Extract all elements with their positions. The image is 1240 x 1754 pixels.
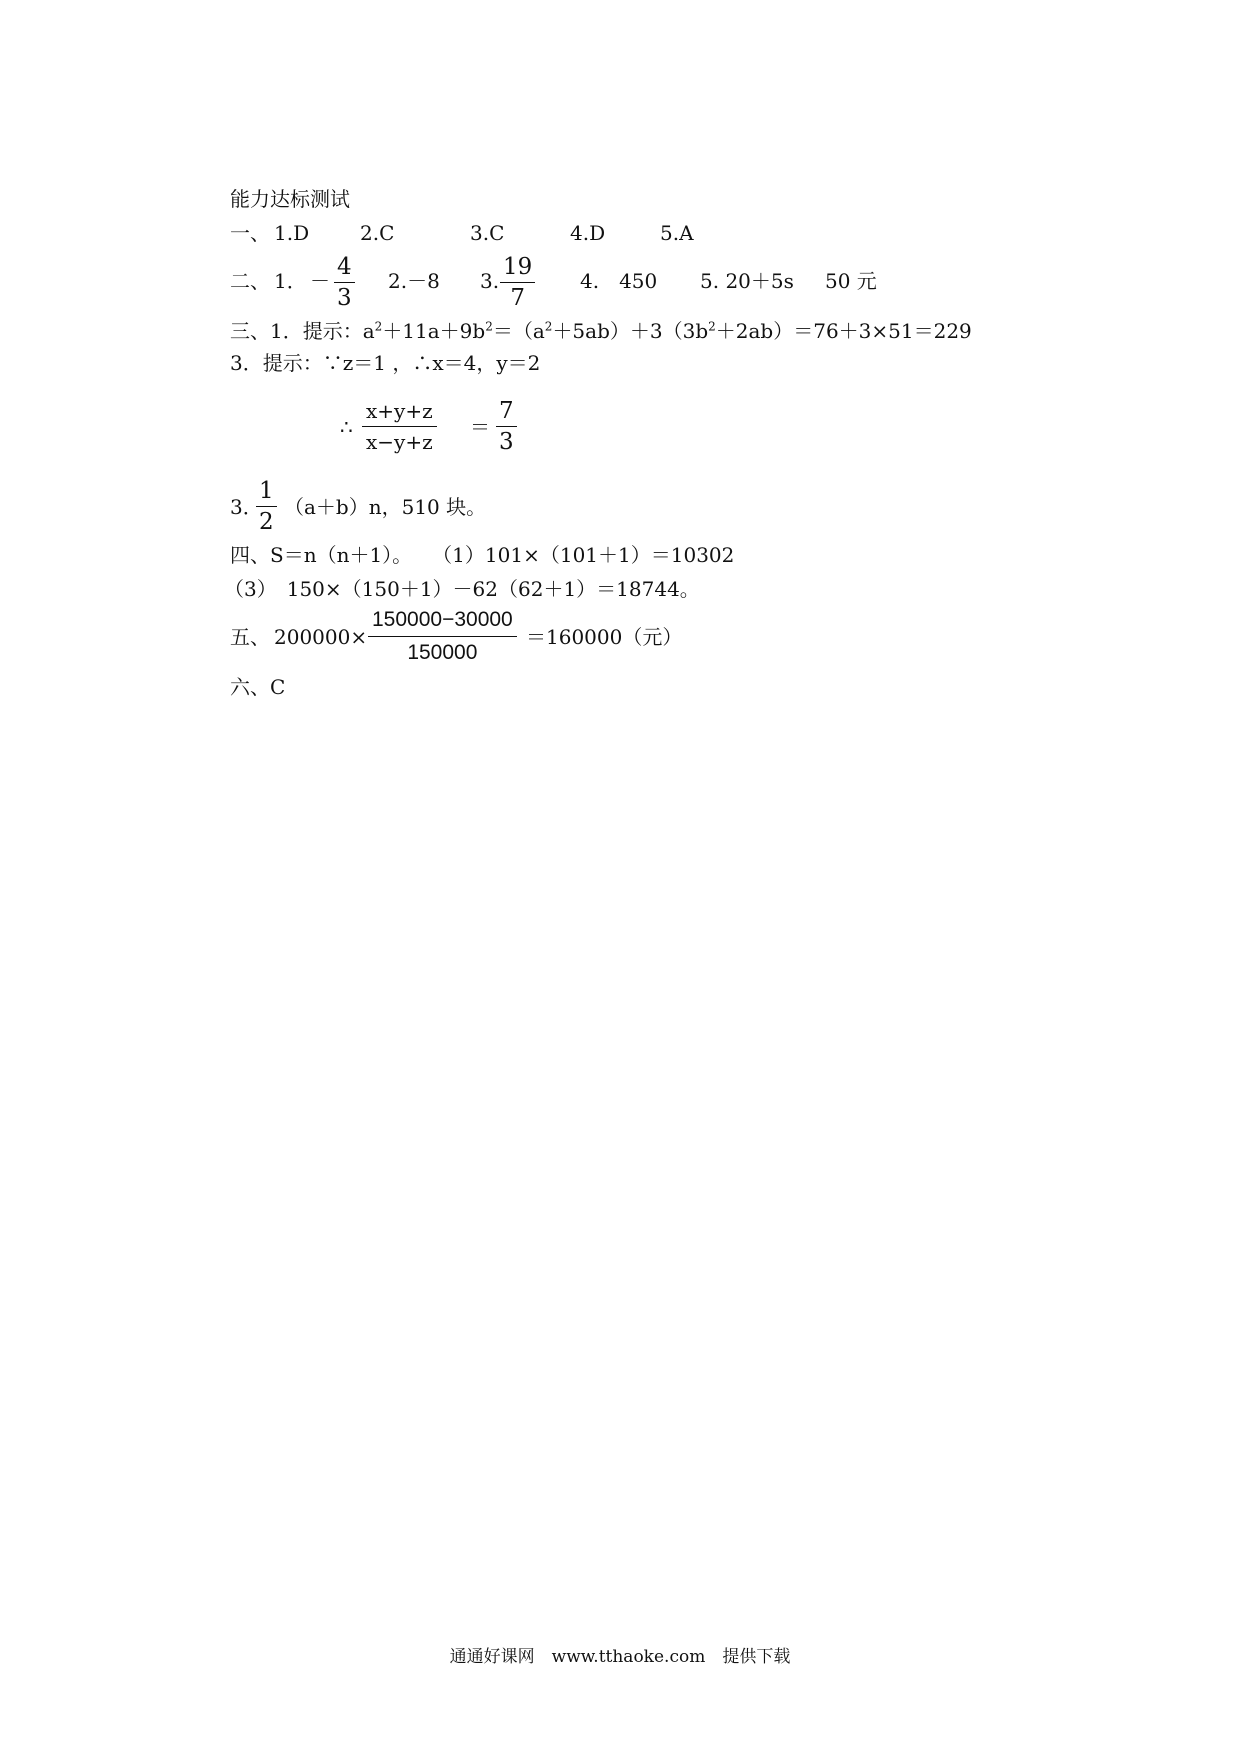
section-five-lead: 200000× xyxy=(274,625,368,649)
section-two-label: 二、 xyxy=(230,269,270,293)
q3b-rest: （a＋b）n，510 块。 xyxy=(284,495,487,519)
section-six: 六、C xyxy=(230,675,286,699)
section-three xyxy=(230,318,972,344)
q3-denominator: 7 xyxy=(510,285,525,311)
q1-prefix: 1． xyxy=(274,269,307,293)
q6-answer: 50 元 xyxy=(825,269,877,293)
section-five-denominator: 150000 xyxy=(407,641,478,664)
ratio-result-numerator: 7 xyxy=(496,396,517,427)
expr-b-exp: 2 xyxy=(485,319,493,334)
q5-answer: 5. 20＋5s xyxy=(700,269,794,293)
q3-fraction xyxy=(500,252,535,313)
footer-credit: 通通好课网 www.tthaoke.com 提供下载 xyxy=(449,1647,791,1667)
expr-a: a xyxy=(362,319,375,343)
q3b-prefix: 3． xyxy=(230,495,263,519)
q3b-denominator: 2 xyxy=(259,509,274,535)
q3-prefix: 3. xyxy=(480,269,500,293)
expr-c: ＝（a xyxy=(492,319,545,343)
hint-three: 3．提示：∵z＝1 ，∴x＝4，y＝2 xyxy=(230,351,541,375)
section-five-result: ＝160000（元） xyxy=(526,625,683,649)
q1-fraction xyxy=(334,252,355,313)
answer-3: 3.C xyxy=(470,221,505,245)
expr-d: ＋5ab）＋3（3b xyxy=(552,319,709,343)
page-title: 能力达标测试 xyxy=(230,187,350,211)
q1-numerator: 4 xyxy=(334,252,355,283)
expr-e: ＋2ab）＝76＋3×51＝229 xyxy=(715,319,972,343)
ratio-fraction xyxy=(362,396,437,457)
answer-2: 2.C xyxy=(360,221,395,245)
q1-denominator: 3 xyxy=(337,285,352,311)
q2-answer: 2.－8 xyxy=(388,269,440,293)
expr-b: ＋11a＋9b xyxy=(382,319,486,343)
q1-sign: － xyxy=(310,269,330,293)
expr-d-exp: 2 xyxy=(708,319,716,334)
section-five-label: 五、 xyxy=(230,625,270,649)
section-five-numerator: 150000−30000 xyxy=(368,604,517,637)
ratio-equals: ＝ xyxy=(470,415,490,439)
expr-c-exp: 2 xyxy=(544,319,553,334)
section-four-line-2: （3） 150×（150＋1）－62（62＋1）＝18744。 xyxy=(224,577,700,601)
ratio-result xyxy=(496,396,517,457)
q3b-numerator: 1 xyxy=(256,476,277,507)
ratio-result-denominator: 3 xyxy=(499,429,514,455)
section-five-fraction xyxy=(368,604,517,669)
expr-a-exp: 2 xyxy=(374,319,383,334)
answer-5: 5.A xyxy=(660,221,694,245)
q3b-fraction xyxy=(256,476,277,537)
q4-answer: 4. 450 xyxy=(580,269,658,293)
answer-1: 1.D xyxy=(274,221,310,245)
section-three-label: 三、1．提示： xyxy=(230,319,363,343)
answer-4: 4.D xyxy=(570,221,606,245)
q3-numerator: 19 xyxy=(500,252,535,283)
section-one-label: 一、 xyxy=(230,221,270,245)
section-one xyxy=(230,220,694,246)
ratio-numerator: x+y+z xyxy=(362,396,437,427)
section-four-line-1: 四、S＝n（n＋1）。 （1）101×（101＋1）＝10302 xyxy=(230,543,735,567)
therefore-symbol: ∴ xyxy=(340,415,353,439)
ratio-denominator: x−y+z xyxy=(366,430,433,454)
